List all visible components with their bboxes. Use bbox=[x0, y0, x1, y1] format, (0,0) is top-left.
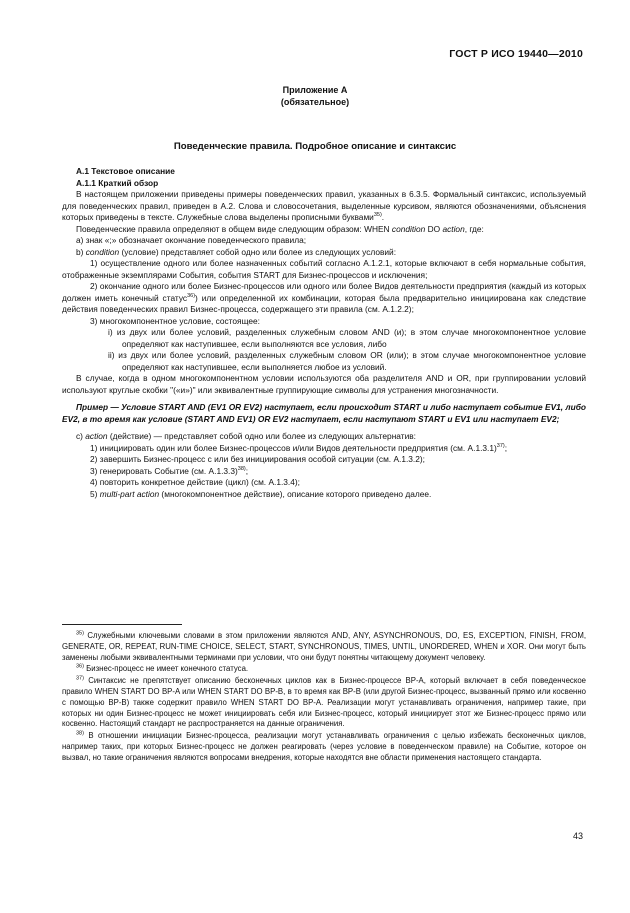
list-item: 5) multi-part action (многокомпонентное действие), описание которого приведено далее. bbox=[90, 488, 432, 499]
paragraph: В случае, когда в одном многокомпонентном условии используются оба разделителя AND и OR, при группировании условий используют круглые скобки "(«и»)" или эквивалентные группирующие символы для устранения многозначности. bbox=[62, 373, 586, 395]
footnote-36: $^{36)}$ Бизнес-процесс не имеет конечного статуса. bbox=[76, 663, 249, 674]
list-item: 2) завершить Бизнес-процесс с или без инициирования особой ситуации (см. А.1.3.2); bbox=[90, 454, 425, 464]
list-item: 3) генерировать Событие (см. А.1.3.3)$^{38)}$; bbox=[90, 465, 249, 476]
list-item: с) action (действие) — представляет собой одно или более из следующих альтернатив: bbox=[76, 431, 416, 441]
list-item: 1) инициировать один или более Бизнес-процессов и/или Видов деятельности предприятия (см. А.1.3.1)$^{37)}$; bbox=[90, 442, 508, 453]
appendix-title: Приложение А bbox=[282, 85, 348, 95]
footnote-38: $^{38)}$ В отношении инициации Бизнес-процесса, реализации могут устанавливать ограничения с целью избежать бесконечных циклов, например таких, при которых Бизнес-процесс не должен реагировать (через условие в поведенческом правиле) на Событие, которое он вызвал, но такие ограничения являются вопросами внедрения, которые находятся вне области применения настоящего стандарта. bbox=[62, 730, 587, 762]
list-item: а) знак «;» обозначает окончание поведенческого правила; bbox=[76, 235, 307, 245]
standard-header: ГОСТ Р ИСО 19440—2010 bbox=[449, 48, 583, 60]
list-item: 2) окончание одного или более Бизнес-процессов или одного или более Видов деятельности предприятия (каждый из которых должен иметь конечный статус$^{36)}$) или определенной их комбинации, которая была предварительно инициирована как следствие действия поведенческих правил Бизнес-процесса, содержащего эти правила (см. А.1.2.2); bbox=[62, 281, 586, 314]
list-item: 4) повторить конкретное действие (цикл) (см. А.1.3.4); bbox=[90, 477, 300, 487]
paragraph: Поведенческие правила определяют в общем виде следующим образом: WHEN condition DO action, где: bbox=[76, 223, 484, 234]
list-item: ii) из двух или более условий, разделенных служебным словом OR (или); в этом случае многокомпонентное условие определяют как наступившее, если выполняется любое из условий. bbox=[108, 350, 586, 372]
section-heading-a1: А.1 Текстовое описание bbox=[76, 166, 175, 176]
list-item: 1) осуществление одного или более назначенных событий согласно А.1.2.1, которые включают в себя нормальные события, отображенные экземплярами События, события START для Бизнес-процессов и исключения; bbox=[62, 258, 586, 280]
example-text: Пример — Условие START AND (EV1 OR EV2) наступает, если происходит START и либо наступает событие EV1, либо EV2, в то время как условие (START AND EV1) OR EV2 наступает, если наступают START и EV1 или наступает EV2; bbox=[62, 402, 586, 424]
list-item: i) из двух или более условий, разделенных служебным словом AND (и); в этом случае многокомпонентное условие определяют как наступившее, если выполняются все условия, либо bbox=[108, 327, 586, 349]
footnote-37: $^{37)}$ Синтаксис не препятствует описанию бесконечных циклов как в Бизнес-процессе BP-A, который включает в себя поведенческое правило WHEN START DO BP-A или WHEN START DO BP-B, в то время как BP-B (или другой Бизнес-процесс, вызванный прямо или косвенно с помощью BP-B) также содержит правило WHEN START DO BP-A. Реализации могут устанавливать ограничения, например такие, при которых ни один Бизнес-процесс не может инициировать себя или Бизнес-процесс, который инициирует этот же Бизнес-процесс прямо или косвенно. Настоящий стандарт не распространяется на данные ограничения. bbox=[62, 675, 586, 729]
page-title: Поведенческие правила. Подробное описание и синтаксис bbox=[173, 141, 457, 152]
body-text bbox=[62, 166, 586, 500]
page-number: 43 bbox=[572, 831, 583, 841]
footnotes bbox=[62, 631, 586, 765]
section-heading-a11: А.1.1 Краткий обзор bbox=[76, 177, 159, 188]
appendix-heading bbox=[0, 84, 630, 108]
appendix-subtitle: (обязательное) bbox=[280, 97, 350, 107]
footnote-35: $^{35)}$ Служебными ключевыми словами в этом приложении являются AND, ANY, ASYNCHRONOUS, DO, ES, EXCEPTION, FINISH, FROM, GENERATE, OR, REPEAT, RUN-TIME CHOICE, SELECT, START, SYNCHRONOUS, TIMES, UNTIL, UNORDERED, WHEN и XOR. Они могут быть заменены любыми эквивалентными терминами при условии, что они будут понятны читающему документ человеку. bbox=[62, 630, 586, 662]
paragraph: В настоящем приложении приведены примеры поведенческих правил, указанных в 6.3.5. Формальный синтаксис, используемый для поведенческих правил, приведен в А.2. Слова и словосочетания, выделенные курсивом, являются обозначениями, объяснения которых приведены в тексте. Служебные слова выделены прописными буквами$^{35)}$. bbox=[62, 189, 586, 222]
footnote-divider bbox=[62, 624, 182, 625]
list-item: 3) многокомпонентное условие, состоящее: bbox=[90, 315, 260, 326]
list-item: b) condition (условие) представляет собой одно или более из следующих условий: bbox=[76, 246, 397, 257]
